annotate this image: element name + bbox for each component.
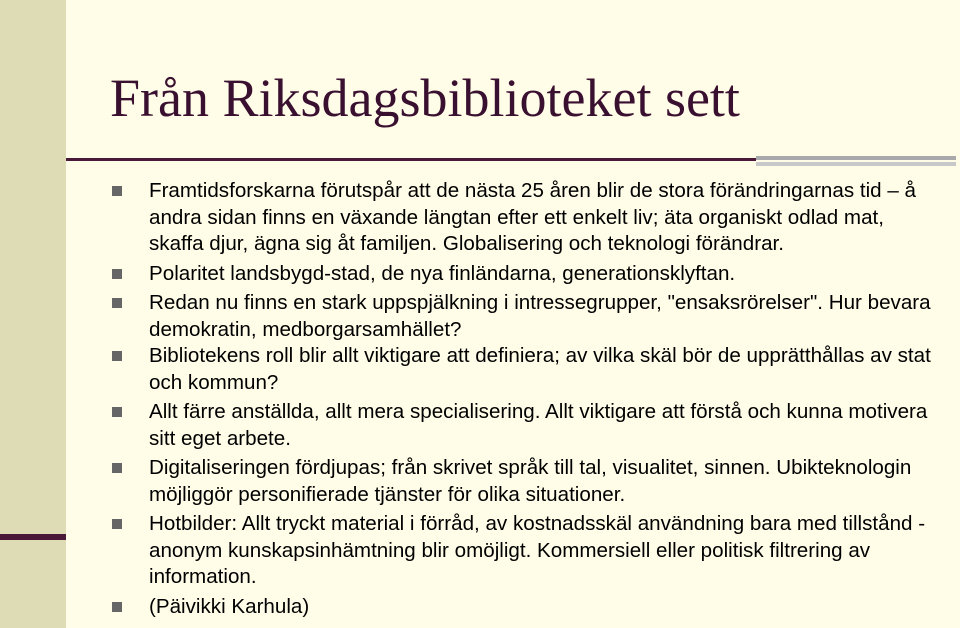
bullet-text: Redan nu finns en stark uppspjälkning i intressegrupper, "ensaksrörelser". Hur bevara demokratin, medborgarsamhället? [149, 291, 931, 341]
title-rule [66, 158, 756, 161]
bullet-text: Polaritet landsbygd-stad, de nya finländarna, generationsklyftan. [149, 261, 736, 285]
title-rule-accent-lower [756, 162, 956, 166]
bullet-item [112, 290, 942, 343]
side-band-accent [0, 534, 66, 540]
bullet-text: Allt färre anställda, allt mera specialisering. Allt viktigare att förstå och kunna motivera sitt eget arbete. [149, 400, 928, 450]
slide-title: Från Riksdagsbiblioteket sett [110, 68, 740, 128]
bullet-square-icon [112, 407, 122, 417]
bullet-item [112, 343, 942, 396]
bullet-text: Bibliotekens roll blir allt viktigare att definiera; av vilka skäl bör de upprätthållas av stat och kommun? [149, 344, 931, 394]
bullet-text: Framtidsforskarna förutspår att de nästa 25 åren blir de stora förändringarnas tid – å andra sidan finns en växande längtan efter ett enkelt liv; äta organiskt odlad mat, skaffa djur, ägna sig åt familjen. Globalisering och teknologi förändrar. [149, 179, 916, 255]
bullet-item [112, 455, 942, 508]
bullet-square-icon [112, 269, 122, 279]
bullet-item [112, 178, 942, 258]
bullet-item [112, 511, 942, 591]
bullet-text: (Päivikki Karhula) [149, 594, 310, 618]
bullet-text: Digitaliseringen fördjupas; från skrivet språk till tal, visualitet, sinnen. Ubikteknologin möjliggör personifierade tjänster för olika situationer. [149, 456, 912, 506]
bullet-text: Hotbilder: Allt tryckt material i förråd, av kostnadsskäl användning bara med tillstånd -anonym kunskapsinhämtning blir omöjligt. Kommersiell eller politisk filtrering av information. [149, 512, 926, 588]
bullet-list [112, 178, 942, 620]
bullet-item [112, 399, 942, 452]
bullet-item [112, 594, 942, 621]
bullet-square-icon [112, 602, 122, 612]
bullet-square-icon [112, 298, 122, 308]
bullet-square-icon [112, 186, 122, 196]
bullet-square-icon [112, 519, 122, 529]
bullet-item [112, 261, 942, 288]
bullet-square-icon [112, 351, 122, 361]
bullet-square-icon [112, 463, 122, 473]
title-rule-accent [756, 156, 956, 160]
